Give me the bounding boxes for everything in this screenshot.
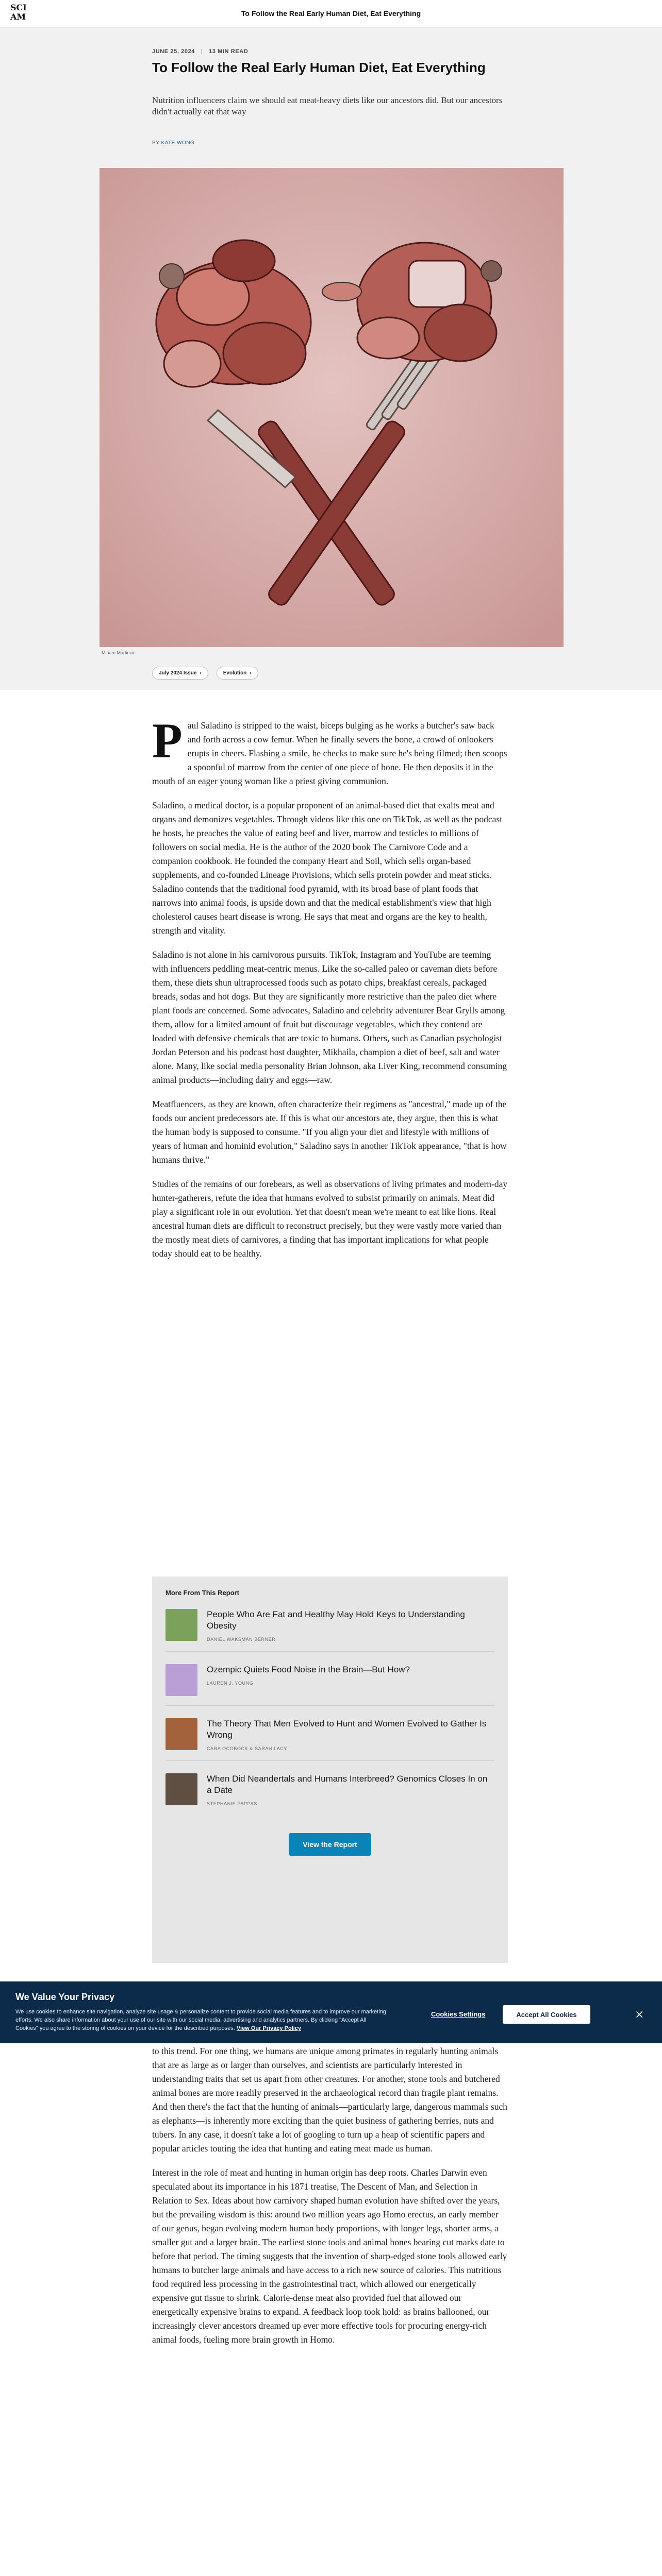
tag-issue[interactable]: [152, 667, 208, 680]
logo-line-1: SCI: [10, 3, 27, 12]
article-body: [152, 713, 508, 1271]
report-item[interactable]: [166, 1664, 494, 1706]
tag-issue-label: July 2024 Issue: [159, 670, 197, 676]
report-item[interactable]: [166, 1773, 494, 1816]
report-thumbnail: [166, 1609, 197, 1641]
meta-separator: |: [201, 48, 203, 55]
accept-all-cookies-button[interactable]: Accept All Cookies: [503, 2005, 590, 2024]
report-headline[interactable]: When Did Neandertals and Humans Interbreed? Genomics Closes In on a Date: [207, 1774, 488, 1795]
tag-row: [152, 667, 258, 680]
more-from-report: [152, 1577, 508, 1963]
paragraph-text: aul Saladino is stripped to the waist, biceps bulging as he works a butcher's saw back and forth across a cow femur. When he finally severs the bone, a crowd of onlookers erupts in cheers. Flashing a smile, he checks to make sure he's being filmed; then scoops a spoonful of marrow from the center of one piece of bone. He then deposits it in the mouth of an eager young woman like a priest giving communion.: [152, 720, 507, 786]
chevron-right-icon: ›: [250, 670, 252, 676]
read-time: 13 MIN READ: [209, 48, 249, 55]
article-paragraph: Interest in the role of meat and hunting in human origin has deep roots. Charles Darwin even speculated about its importance in his 1871 treatise, The Descent of Man, and Selection in Relation to Sex. Ideas about how carnivory shaped human evolution have shifted over the years, but the prevailing wisdom is this: around two million years ago Homo erectus, an early member of our genus, began evolving modern human body proportions, with longer legs, shorter arms, a smaller gut and a larger brain. The earliest stone tools and animal bones bearing cut marks date to before that period. The timing suggests that the invention of sharp-edged stone tools allowed early humans to butcher large animals and have access to a rich new source of calories. This nutritious food required less processing in the gastrointestinal tract, which allowed our energetically expensive gut tissue to shrink. Calorie-dense meat also provided fuel that allowed our energetically expensive brains to expand. A feedback loop took hold: as brains ballooned, our increasingly clever ancestors dreamed up ever more effective tools for procuring energy-rich animal foods, fueling more brain growth in Homo.: [152, 2167, 507, 2345]
report-title: More From This Report: [166, 1589, 240, 1597]
report-headline[interactable]: People Who Are Fat and Healthy May Hold Keys to Understanding Obesity: [207, 1609, 465, 1631]
article-meta: [152, 48, 248, 55]
report-thumbnail: [166, 1664, 197, 1696]
drop-cap: P: [152, 713, 183, 768]
hero-illustration-art: [100, 168, 564, 647]
tag-topic[interactable]: [217, 667, 258, 680]
cookie-text: [15, 2008, 387, 2032]
hero-illustration: [100, 168, 564, 647]
author-link[interactable]: KATE WONG: [161, 140, 195, 146]
article-header: [0, 28, 662, 690]
article-headline: To Follow the Real Early Human Diet, Eat Everything: [152, 60, 486, 75]
article-paragraph: Saladino is not alone in his carnivorous pursuits. TikTok, Instagram and YouTube are teeming with influencers peddling meat-centric menus. Like the so-called paleo or caveman diets before them, these diets shun ultraprocessed foods such as potato chips, breakfast cereals, packaged breads, sodas and hot dogs. But they are significantly more restrictive than the paleo diet where plant foods are concerned. Some advocates, Saladino and celebrity adventurer Bear Grylls among them, allow for a limited amount of fruit but discourage vegetables, which they contend are loaded with defensive chemicals that are toxic to humans. Others, such as Canadian psychologist Jordan Peterson and his podcast host daughter, Mikhaila, champion a diet of beef, salt and water alone. Many, like social media personality Brian Johnson, aka Liver King, recommend consuming animal products—including dairy and eggs—raw.: [152, 950, 507, 1085]
nav-article-title: To Follow the Real Early Human Diet, Eat Everything: [241, 9, 421, 18]
top-nav: [0, 0, 662, 28]
report-author: DANIEL WAKSMAN BERNER: [207, 1637, 276, 1642]
report-author: LAUREN J. YOUNG: [207, 1681, 254, 1686]
report-item-text: [207, 1609, 494, 1642]
cookie-body: We use cookies to enhance site navigation, analyze site usage & personalize content to provide social media features and to improve our marketing efforts. We also share information about your use of our site with our social media, advertising and analytics partners. By clicking "Accept All Cookies" you agree to the storing of cookies on your device for the described purposes.: [15, 2009, 386, 2031]
report-author: STEPHANIE PAPPAS: [207, 1801, 257, 1806]
article-paragraph: [152, 713, 508, 788]
view-report-button[interactable]: View the Report: [289, 1833, 371, 1856]
cookie-title: We Value Your Privacy: [15, 1992, 115, 2002]
article-dek: Nutrition influencers claim we should eat meat-heavy diets like our ancestors did. But our ancestors didn't actually eat that way: [152, 95, 503, 116]
chevron-right-icon: ›: [200, 670, 202, 676]
article-paragraph: Saladino, a medical doctor, is a popular proponent of an animal-based diet that exalts meat and organs and demonizes vegetables. Through videos like this one on TikTok, as well as the podcast he hosts, he preaches the value of eating beef and liver, marrow and testicles to millions of followers on social media. He is the author of the 2020 book The Carnivore Code and a companion cookbook. He founded the company Heart and Soil, which sells organ-based supplements, and co-founded Lineage Provisions, which sells protein powder and meat sticks. Saladino contends that the traditional food pyramid, with its broad base of plant foods that narrows into animal foods, is upside down and that the medical establishment's view that high cholesterol causes heart disease is wrong. He says that meat and organs are the key to health, strength and vitality.: [152, 800, 503, 936]
report-item-text: [207, 1773, 494, 1806]
byline: [152, 140, 194, 146]
cookies-settings-button[interactable]: Cookies Settings: [428, 2010, 488, 2019]
report-item[interactable]: [166, 1609, 494, 1652]
privacy-policy-link[interactable]: View Our Privacy Policy: [236, 2025, 302, 2031]
article-body-continued: [152, 2044, 508, 2357]
report-item-text: [207, 1718, 494, 1751]
logo-line-2: AM: [10, 12, 26, 22]
report-thumbnail: [166, 1773, 197, 1805]
report-item[interactable]: [166, 1718, 494, 1761]
report-headline[interactable]: The Theory That Men Evolved to Hunt and Women Evolved to Gather Is Wrong: [207, 1719, 487, 1740]
report-thumbnail: [166, 1718, 197, 1750]
cookie-banner: [0, 1981, 662, 2043]
report-item-text: [207, 1664, 494, 1686]
publish-date: JUNE 25, 2024: [152, 48, 195, 55]
tag-topic-label: Evolution: [223, 670, 247, 676]
close-icon[interactable]: ×: [632, 2007, 646, 2022]
byline-prefix: BY: [152, 140, 160, 146]
image-credit: Miriam Martincic: [102, 650, 136, 655]
report-headline[interactable]: Ozempic Quiets Food Noise in the Brain—But How?: [207, 1665, 410, 1674]
article-paragraph: Meatfluencers, as they are known, often characterize their regimens as "ancestral," made up of the foods our ancient predecessors ate. If this is what our ancestors ate, they argue, then this is what the human body is supposed to consume. "If you align your diet and lifestyle with millions of years of human and hominid evolution," Saladino says in another TikTok appearance, "that is how humans thrive.": [152, 1099, 507, 1165]
article-paragraph: to this trend. For one thing, we humans are unique among primates in regularly hunting animals that are as large as or larger than ourselves, and scientists are particularly interested in understanding traits that set us apart from other creatures. For another, stone tools and butchered animal bones are more readily preserved in the archaeological record than fragile plant remains. And then there's the fact that the hunting of animals—particularly large, dangerous mammals such as elephants—is inherently more exciting than the quiet business of gathering berries, nuts and tubers. In any case, it doesn't take a lot of googling to turn up a heap of scientific papers and popular articles touting the idea that hunting and eating meat made us human.: [152, 2046, 508, 2154]
article-paragraph: Studies of the remains of our forebears, as well as observations of living primates and modern-day hunter-gatherers, refute the idea that humans evolved to subsist primarily on animals. Meat did play a significant role in our evolution. Yet that doesn't mean we're meant to eat like lions. Real ancestral human diets are difficult to reconstruct precisely, but they were vastly more varied than the mostly meat diets of carnivores, a finding that has important implications for what people today should eat to be healthy.: [152, 1179, 508, 1259]
report-author: CARA OCOBOCK & SARAH LACY: [207, 1746, 288, 1751]
